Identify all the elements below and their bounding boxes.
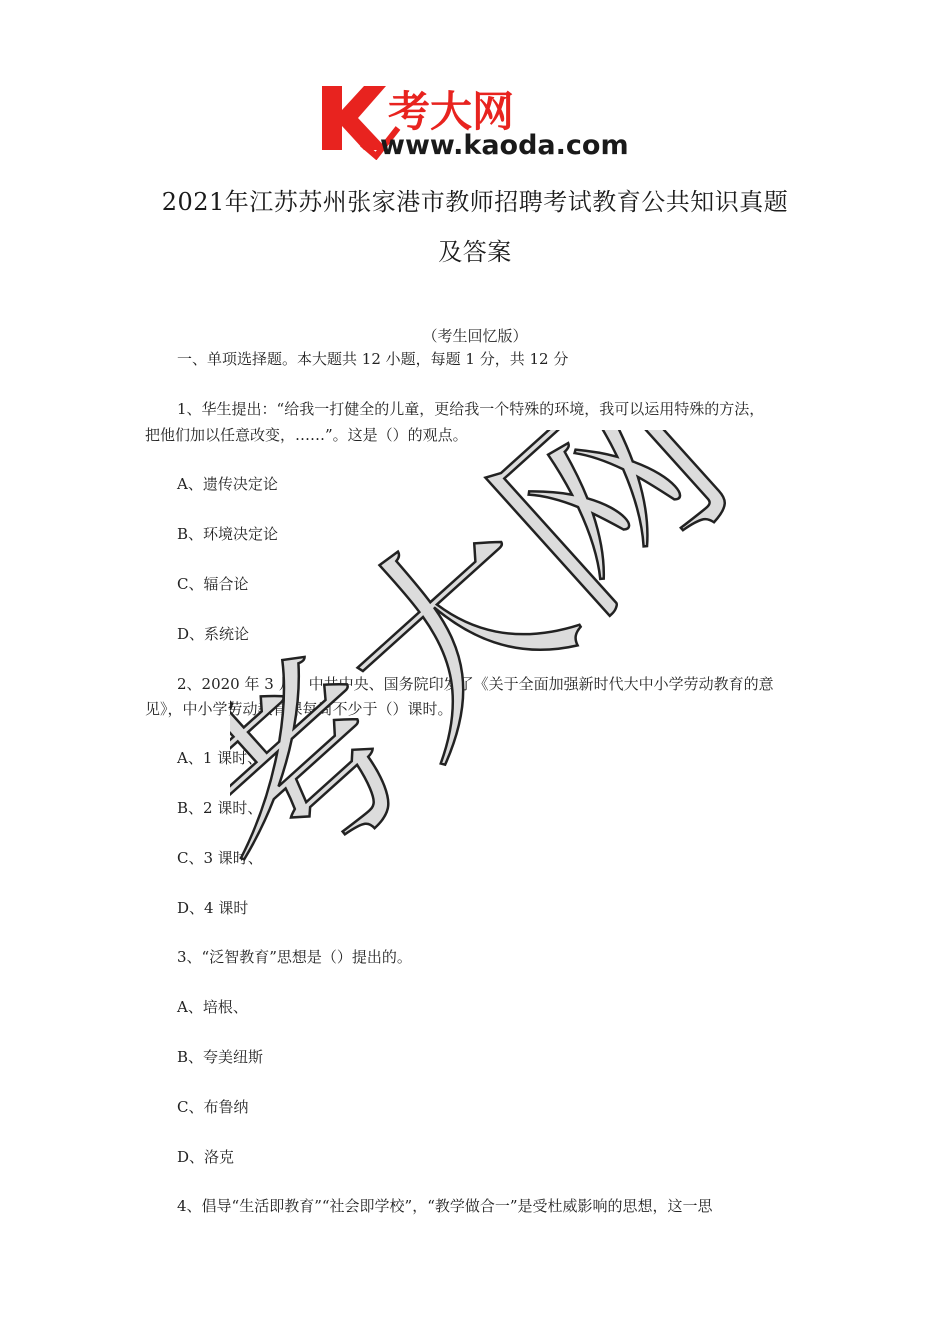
kaoda-logo-icon: [318, 80, 638, 160]
question-2-stem-line-2: 见》，中小学劳动教育课每周不少于（）课时。: [145, 700, 453, 718]
watermark-text: 考大网: [230, 430, 750, 930]
question-1-stem-line-2: 把他们加以任意改变，……”。这是（）的观点。: [145, 426, 468, 444]
question-3-option-a: A、培根、: [177, 998, 248, 1016]
logo-url-text: www.kaoda.com: [380, 130, 629, 160]
kaoda-logo: [318, 80, 638, 160]
question-1-option-c: C、辐合论: [177, 575, 249, 593]
question-3-stem-line-1: 3、“泛智教育”思想是（）提出的。: [177, 948, 412, 966]
section-heading: 一、单项选择题。本大题共 12 小题，每题 1 分，共 12 分: [177, 350, 569, 368]
question-4-stem-line-1: 4、倡导“生活即教育”“社会即学校”，“教学做合一”是受杜威影响的思想，这一思: [177, 1197, 713, 1215]
question-2-option-d: D、4 课时: [177, 899, 249, 917]
document-title-line-2: 及答案: [438, 238, 512, 266]
question-3-option-b: B、夸美纽斯: [177, 1048, 264, 1066]
question-3-option-c: C、布鲁纳: [177, 1098, 249, 1116]
question-2-option-c: C、3 课时、: [177, 849, 263, 867]
question-3-option-d: D、洛克: [177, 1148, 235, 1166]
question-1-option-b: B、环境决定论: [177, 525, 279, 543]
question-1-stem-line-1: 1、华生提出：“给我一打健全的儿童，更给我一个特殊的环境，我可以运用特殊的方法，: [177, 400, 765, 418]
document-subtitle: （考生回忆版）: [422, 327, 528, 345]
question-2-option-b: B、2 课时、: [177, 799, 263, 817]
question-1-option-d: D、系统论: [177, 625, 250, 643]
question-1-option-a: A、遗传决定论: [177, 475, 278, 493]
document-title-line-1: 2021年江苏苏州张家港市教师招聘考试教育公共知识真题: [161, 188, 789, 216]
question-2-option-a: A、1 课时、: [177, 749, 263, 767]
question-2-stem-line-1: 2、2020 年 3 月，中共中央、国务院印发了《关于全面加强新时代大中小学劳动教育的意: [177, 675, 774, 693]
logo-brand-text: 考大网: [388, 87, 515, 136]
